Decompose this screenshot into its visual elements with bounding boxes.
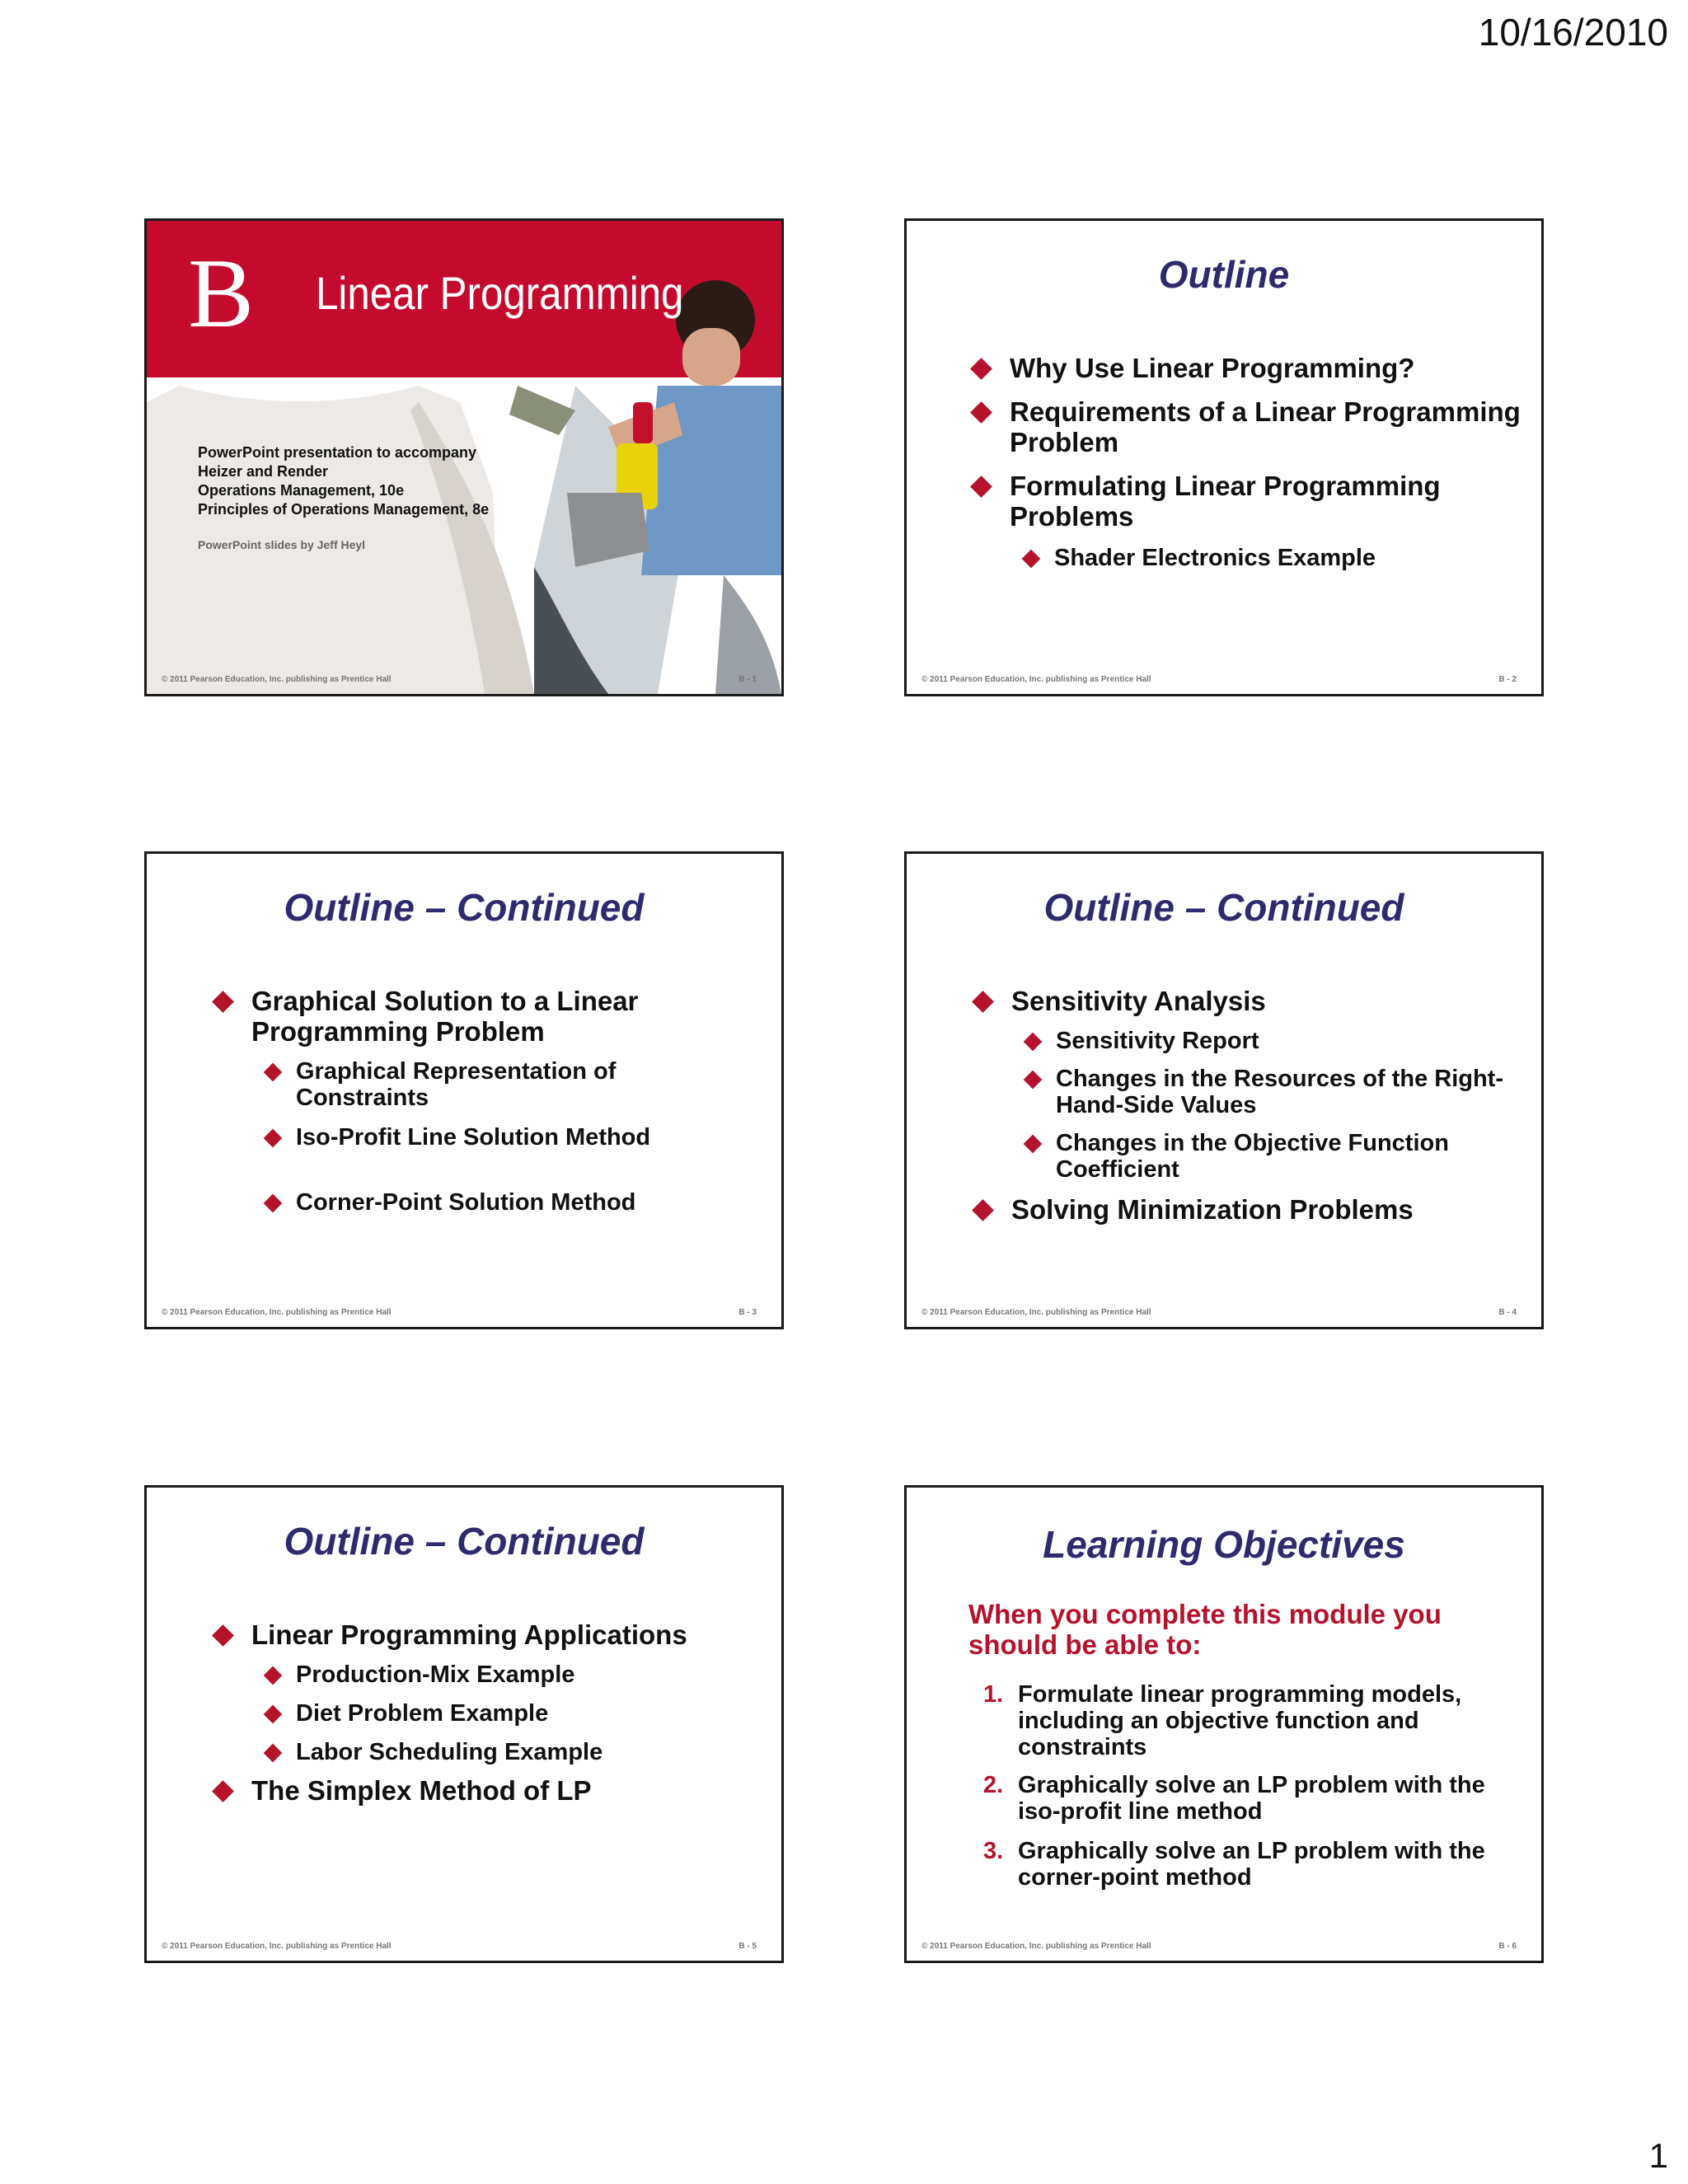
bullet: The Simplex Method of LP: [251, 1775, 762, 1806]
bullet: Graphical Solution to a Linear Programming Problem: [251, 986, 729, 1047]
sub-bullet: Changes in the Objective Function Coefficient: [1056, 1130, 1522, 1183]
copyright: © 2011 Pearson Education, Inc. publishing as Prentice Hall: [921, 675, 1151, 684]
slide-footer: [162, 1942, 757, 1951]
sub-bullet: Sensitivity Report: [1056, 1028, 1522, 1054]
diamond-bullet-icon: [212, 1780, 234, 1802]
objective-text: Graphically solve an LP problem with the corner-point method: [1018, 1838, 1485, 1891]
diamond-bullet-icon: [264, 1666, 283, 1685]
diamond-bullet-icon: [264, 1129, 283, 1148]
page-number: 1: [1648, 2136, 1668, 2175]
credits: [198, 443, 489, 519]
slide-title: Outline: [1158, 253, 1290, 296]
slide-title: Linear Programming: [316, 267, 684, 319]
diamond-bullet-icon: [970, 358, 992, 380]
copyright: © 2011 Pearson Education, Inc. publishing as Prentice Hall: [162, 1308, 392, 1317]
objective-item: [983, 1838, 1496, 1891]
bullet: Solving Minimization Problems: [1011, 1194, 1522, 1225]
diamond-bullet-icon: [972, 1199, 994, 1221]
slide-number: B - 6: [1498, 1942, 1517, 1951]
diamond-bullet-icon: [1022, 550, 1041, 569]
bullet: Sensitivity Analysis: [1011, 986, 1522, 1016]
bullet: Requirements of a Linear Programming Problem: [1010, 396, 1521, 457]
objective-number: 2.: [983, 1772, 1004, 1798]
slide-title: Outline – Continued: [284, 886, 645, 929]
module-letter: B: [188, 238, 255, 348]
copyright: © 2011 Pearson Education, Inc. publishing as Prentice Hall: [162, 1942, 392, 1951]
diamond-bullet-icon: [264, 1194, 283, 1213]
bullet: Why Use Linear Programming?: [1010, 353, 1521, 383]
copyright: © 2011 Pearson Education, Inc. publishing as Prentice Hall: [921, 1942, 1151, 1951]
slide-footer: [162, 675, 757, 684]
diamond-bullet-icon: [1024, 1071, 1043, 1090]
sub-bullet: Shader Electronics Example: [1054, 545, 1521, 571]
diamond-bullet-icon: [212, 1624, 234, 1647]
objective-number: 1.: [983, 1681, 1004, 1708]
sub-bullet: Diet Problem Example: [296, 1700, 762, 1727]
slide-3[interactable]: [144, 851, 784, 1329]
slide-number: B - 3: [738, 1308, 757, 1317]
diamond-bullet-icon: [264, 1705, 283, 1724]
slide-number: B - 2: [1498, 675, 1517, 684]
diamond-bullet-icon: [972, 991, 994, 1013]
diamond-bullet-icon: [1024, 1033, 1043, 1052]
slide-footer: [921, 675, 1517, 684]
slide-footer: [921, 1308, 1517, 1317]
bullet: Formulating Linear Programming Problems: [1010, 471, 1521, 532]
bullet-list: [1011, 986, 1522, 1225]
slide-5[interactable]: [144, 1485, 784, 1963]
sub-bullet: Corner-Point Solution Method: [296, 1189, 729, 1216]
credit-line: Heizer and Render: [198, 463, 329, 480]
sub-bullet: Changes in the Resources of the Right-Hand-Side Values: [1056, 1066, 1522, 1118]
credit-line: PowerPoint presentation to accompany: [198, 444, 477, 461]
bullet-list: [251, 986, 729, 1216]
objective-item: [983, 1772, 1496, 1825]
diamond-bullet-icon: [970, 476, 992, 498]
copyright: © 2011 Pearson Education, Inc. publishing as Prentice Hall: [921, 1308, 1151, 1317]
diamond-bullet-icon: [1024, 1135, 1043, 1154]
copyright: © 2011 Pearson Education, Inc. publishing as Prentice Hall: [162, 675, 392, 684]
diamond-bullet-icon: [264, 1744, 283, 1763]
slide-1[interactable]: [144, 218, 784, 696]
slide-number: B - 5: [738, 1942, 757, 1951]
bullet-list: [1010, 353, 1521, 571]
slide-footer: [162, 1308, 757, 1317]
diamond-bullet-icon: [212, 991, 234, 1013]
slide-title: Learning Objectives: [1043, 1523, 1405, 1566]
sub-bullet: Iso-Profit Line Solution Method: [296, 1124, 729, 1151]
slide-title: Outline – Continued: [1043, 886, 1404, 929]
slide-6[interactable]: [904, 1485, 1544, 1963]
objective-number: 3.: [983, 1838, 1004, 1864]
slide-title: Outline – Continued: [284, 1520, 645, 1563]
credit-line: Principles of Operations Management, 8e: [198, 501, 490, 518]
bullet-list: [251, 1619, 762, 1806]
diamond-bullet-icon: [970, 401, 992, 424]
credit-line: Operations Management, 10e: [198, 482, 405, 499]
slide-4[interactable]: [904, 851, 1544, 1329]
sub-bullet: Graphical Representation of Constraints: [296, 1058, 729, 1111]
slide-2[interactable]: [904, 218, 1544, 696]
slide-footer: [921, 1942, 1517, 1951]
diamond-bullet-icon: [264, 1063, 283, 1082]
sub-bullet: Production-Mix Example: [296, 1661, 762, 1688]
bullet: Linear Programming Applications: [251, 1619, 762, 1650]
slides-author: PowerPoint slides by Jeff Heyl: [198, 538, 366, 551]
objective-item: [983, 1681, 1496, 1760]
objectives-intro: When you complete this module you should be able to:: [968, 1599, 1442, 1660]
slide-number: B - 4: [1498, 1308, 1517, 1317]
sub-bullet: Labor Scheduling Example: [296, 1739, 762, 1765]
objective-text: Graphically solve an LP problem with the iso-profit line method: [1018, 1772, 1485, 1825]
slide-number: B - 1: [738, 675, 757, 684]
objective-text: Formulate linear programming models, including an objective function and constraints: [1018, 1681, 1462, 1760]
page-date: 10/16/2010: [1478, 11, 1668, 54]
